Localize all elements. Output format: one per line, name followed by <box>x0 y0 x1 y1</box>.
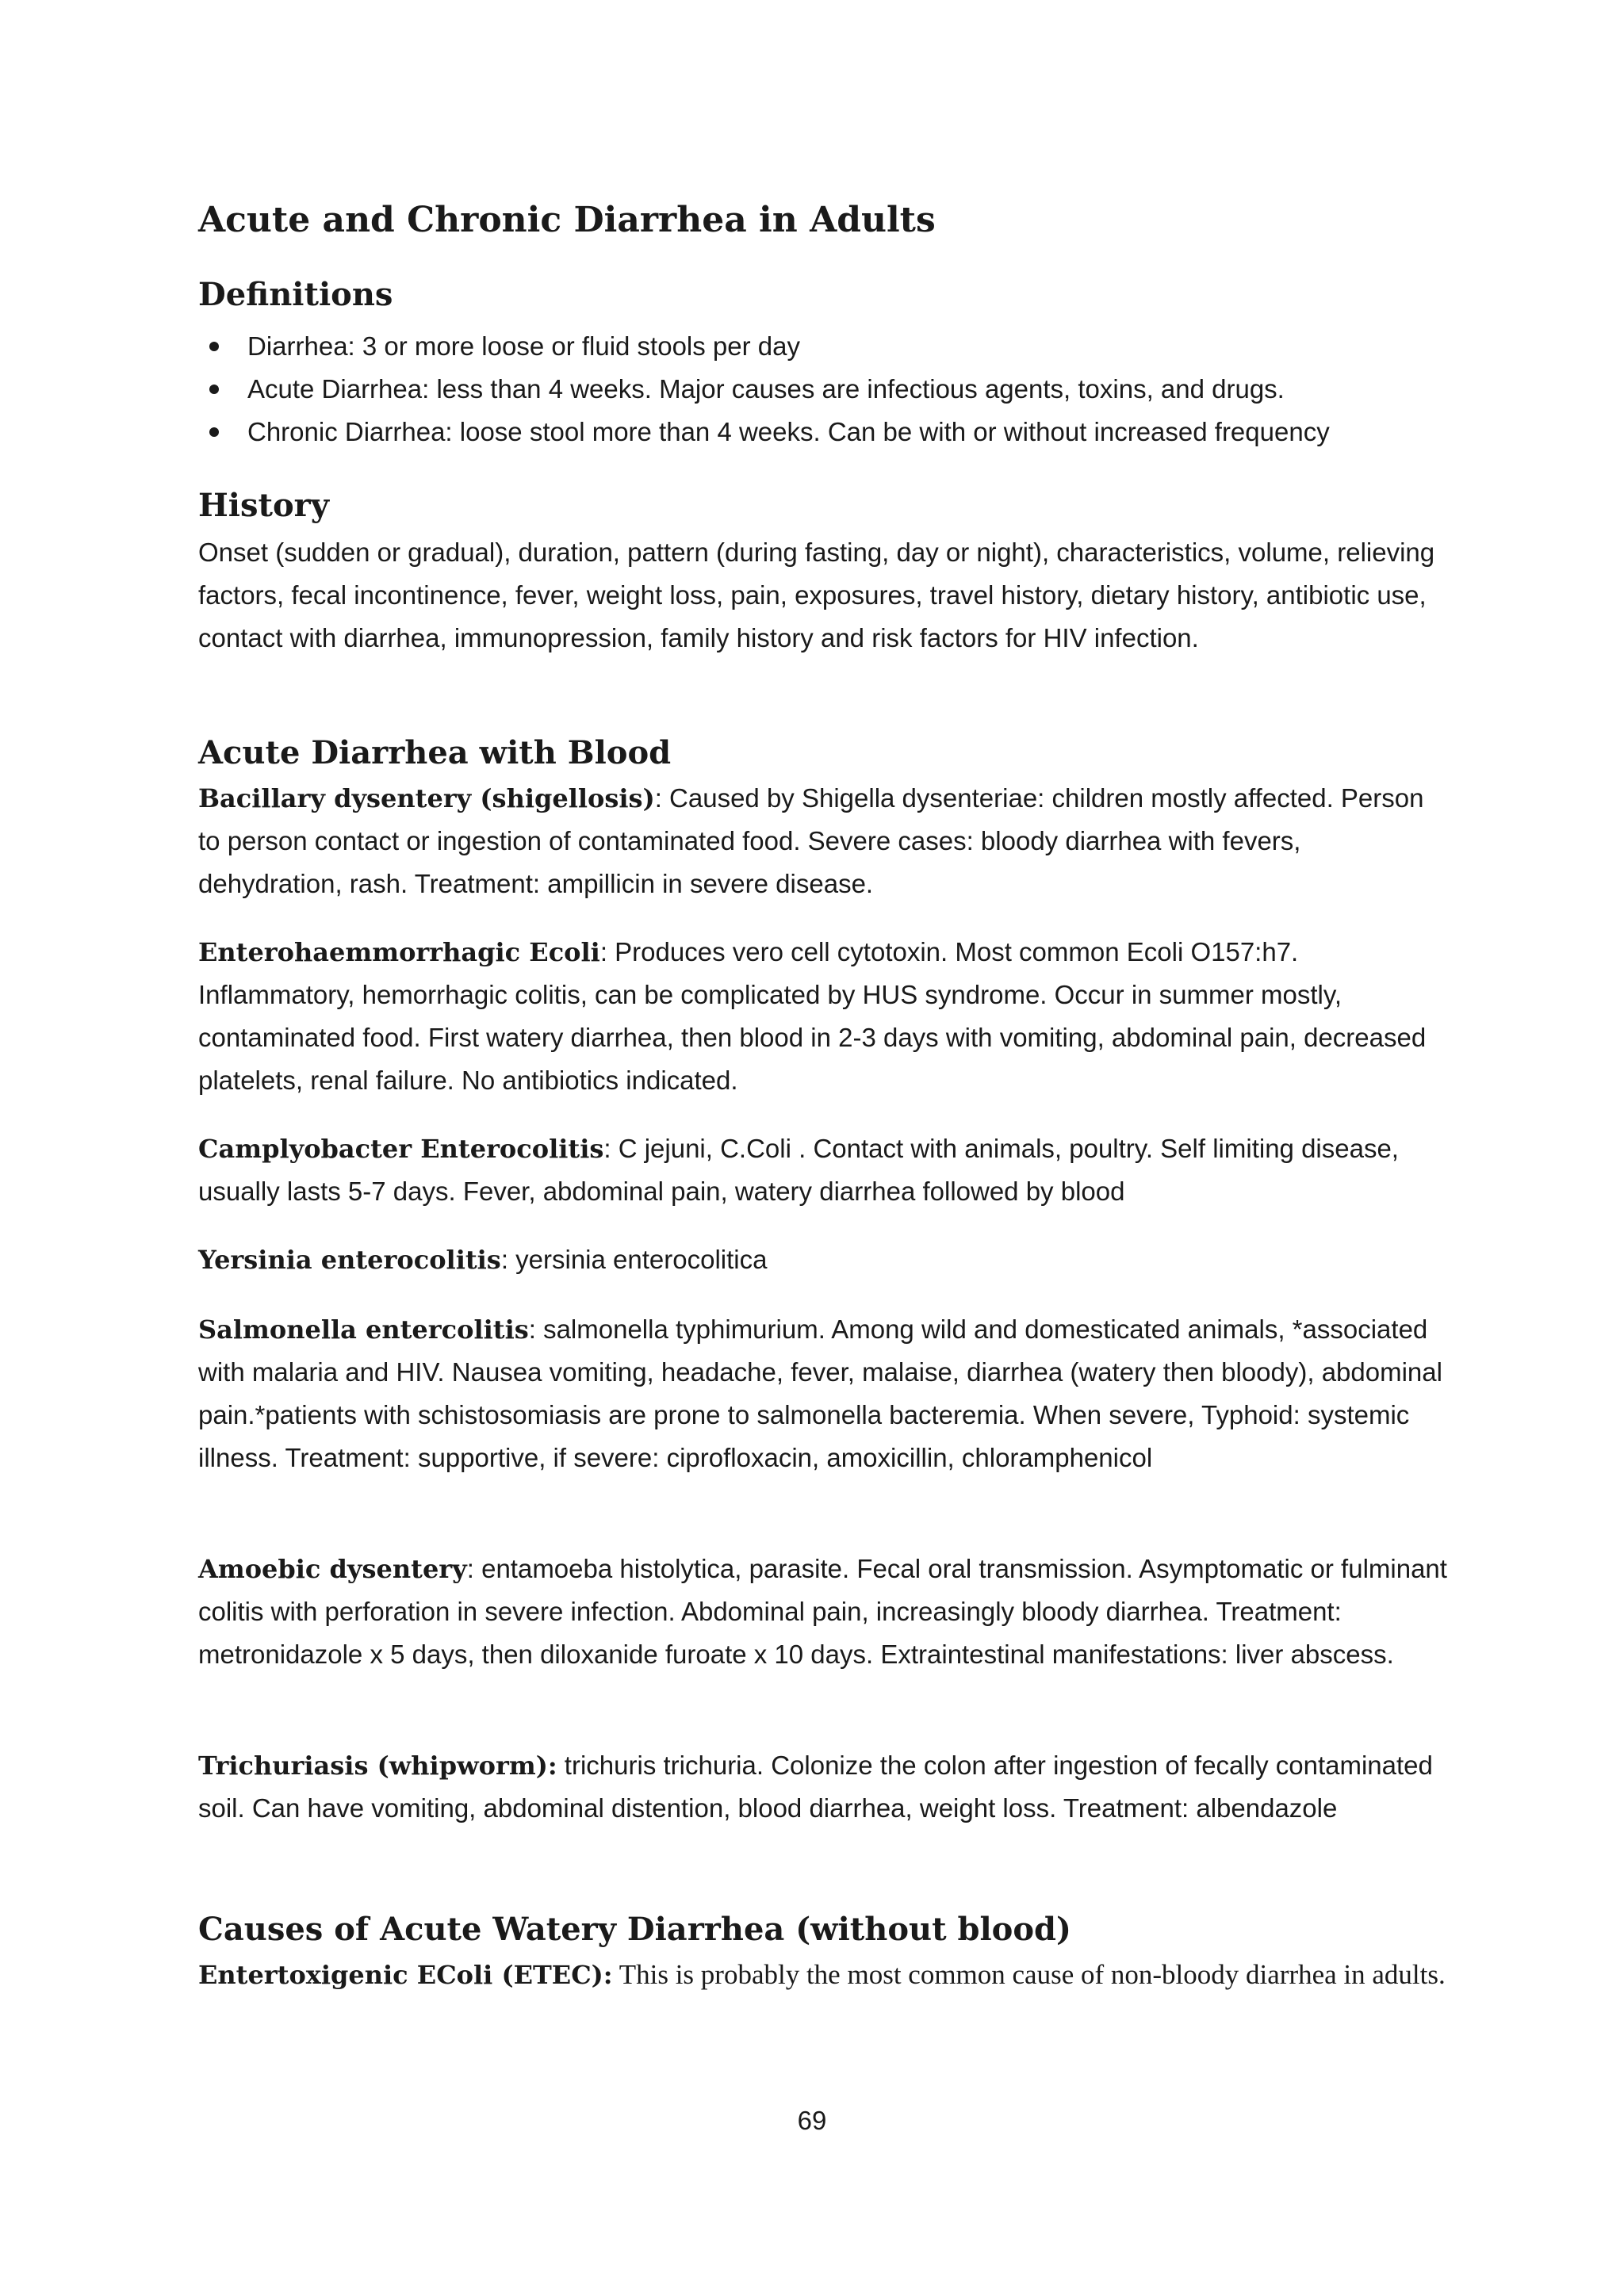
entry-term: Entertoxigenic EColi (ETEC): <box>198 1960 613 1990</box>
acute-watery-heading: Causes of Acute Watery Diarrhea (without blood) <box>198 1911 1071 1948</box>
entry-term: Camplyobacter Enterocolitis <box>198 1134 604 1164</box>
entry-amoebic <box>198 1548 1451 1676</box>
definitions-list <box>198 325 1451 453</box>
entry-salmonella <box>198 1308 1451 1479</box>
bullet-icon <box>209 427 219 437</box>
definition-item: Diarrhea: 3 or more loose or fluid stools per day <box>198 325 1451 368</box>
definition-item: Acute Diarrhea: less than 4 weeks. Major causes are infectious agents, toxins, and drugs. <box>198 368 1451 411</box>
entry-etec <box>198 1954 1451 1996</box>
entry-term: Trichuriasis (whipworm): <box>198 1751 557 1781</box>
entry-ehec <box>198 931 1451 1102</box>
entry-text: : yersinia enterocolitica <box>500 1245 768 1274</box>
acute-blood-heading: Acute Diarrhea with Blood <box>198 734 672 771</box>
entry-term: Amoebic dysentery <box>198 1554 467 1584</box>
entry-term: Bacillary dysentery (shigellosis) <box>198 783 655 813</box>
definition-item: Chronic Diarrhea: loose stool more than 4 weeks. Can be with or without increased frequency <box>198 411 1451 453</box>
entry-campylobacter <box>198 1127 1451 1213</box>
entry-shigellosis <box>198 777 1451 905</box>
entry-yersinia <box>198 1238 1451 1281</box>
bullet-icon <box>209 342 219 351</box>
entry-text: trichuris trichuria. Colonize the colon after ingestion of fecally contaminated soil. Can have vomiting, abdominal distention, blood diarrhea, weight loss. Treatment: albendazole <box>198 1751 1433 1823</box>
page-number: 69 <box>797 2106 827 2135</box>
entry-text: This is probably the most common cause of non-bloody diarrhea in adults. <box>612 1959 1446 1990</box>
entry-term: Salmonella entercolitis <box>198 1314 529 1345</box>
entry-text: : entamoeba histolytica, parasite. Fecal oral transmission. Asymptomatic or fulminant colitis with perforation in severe infection. Abdominal pain, increasingly bloody diarrhea. Treatment: metronidazole x 5 days, then diloxanide furoate x 10 days. Extraintestinal manifestations: liver abscess. <box>198 1554 1447 1669</box>
definitions-heading: Definitions <box>198 276 393 313</box>
entry-text: : salmonella typhimurium. Among wild and domesticated animals, *associated with malaria and HIV. Nausea vomiting, headache, fever, malaise, diarrhea (watery then bloody), abdominal pain.*patients with schistosomiasis are prone to salmonella bacteremia. When severe, Typhoid: systemic illness. Treatment: supportive, if severe: ciprofloxacin, amoxicillin, chloramphenicol <box>198 1314 1442 1472</box>
entry-term: Enterohaemmorrhagic Ecoli <box>198 937 600 967</box>
bullet-icon <box>209 385 219 394</box>
history-heading: History <box>198 487 329 524</box>
document-title: Acute and Chronic Diarrhea in Adults <box>198 200 936 240</box>
entry-text: : Produces vero cell cytotoxin. Most common Ecoli O157:h7. Inflammatory, hemorrhagic colitis, can be complicated by HUS syndrome. Occur in summer mostly, contaminated food. First watery diarrhea, then blood in 2-3 days with vomiting, abdominal pain, decreased platelets, renal failure. No antibiotics indicated. <box>198 937 1427 1095</box>
entry-text: : Caused by Shigella dysenteriae: children mostly affected. Person to person contact or ingestion of contaminated food. Severe cases: bloody diarrhea with fevers, dehydration, rash. Treatment: ampillicin in severe disease. <box>198 783 1424 898</box>
entry-text: : C jejuni, C.Coli . Contact with animals, poultry. Self limiting disease, usually lasts 5-7 days. Fever, abdominal pain, watery diarrhea followed by blood <box>198 1134 1399 1206</box>
entry-trichuriasis <box>198 1744 1451 1830</box>
entry-term: Yersinia enterocolitis <box>198 1245 501 1275</box>
history-text: Onset (sudden or gradual), duration, pattern (during fasting, day or night), characteristics, volume, relieving factors, fecal incontinence, fever, weight loss, pain, exposures, travel history, dietary history, antibiotic use, contact with diarrhea, immunopression, family history and risk factors for HIV infection. <box>198 538 1435 652</box>
